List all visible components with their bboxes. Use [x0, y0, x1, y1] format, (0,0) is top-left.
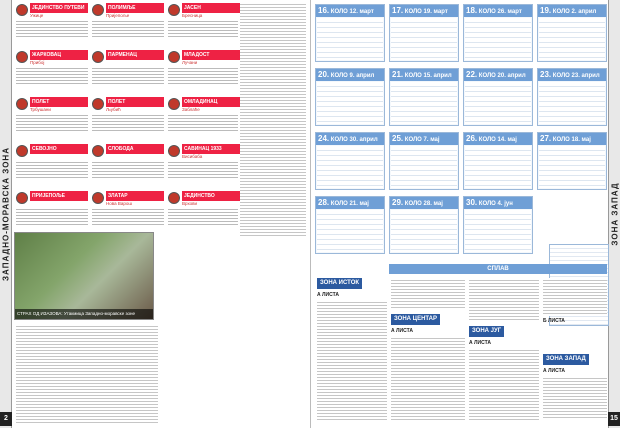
zone-zapad-intro	[543, 278, 607, 316]
club-city: Врхови	[182, 201, 198, 206]
zone-jug-intro	[469, 278, 539, 322]
fixture-round	[463, 68, 533, 126]
round-label: КОЛО	[404, 9, 422, 15]
fixture-round-header	[390, 197, 458, 209]
left-page-number: 2	[0, 412, 12, 426]
fixture-round	[537, 132, 607, 190]
article-text-bottom	[16, 324, 158, 424]
club-crest-icon	[16, 145, 28, 157]
clubs-column-3	[168, 2, 238, 237]
club-card	[168, 2, 238, 47]
fixture-round	[389, 196, 459, 254]
round-number: 16.	[318, 6, 330, 15]
club-city: Нова Варош	[106, 201, 132, 206]
club-info-text	[92, 19, 164, 37]
club-card	[92, 143, 164, 188]
zone-jug-heading: ЗОНА ЈУГ	[469, 326, 504, 337]
fixture-round-header	[390, 5, 458, 17]
round-label: КОЛО	[404, 201, 422, 207]
round-label: КОЛО	[330, 201, 348, 207]
zone-jug-text	[469, 348, 539, 420]
club-crest-icon	[92, 192, 104, 204]
fixture-round-header	[390, 69, 458, 81]
club-card	[92, 2, 164, 47]
fixture-round	[315, 196, 385, 254]
club-info-text	[168, 160, 238, 178]
fixture-round	[389, 68, 459, 126]
round-date: 21. мај	[349, 201, 369, 207]
round-number: 30.	[466, 198, 478, 207]
club-info-text	[16, 113, 88, 131]
round-label: КОЛО	[478, 9, 496, 15]
right-page-number: 15	[608, 412, 620, 426]
fixture-round	[315, 4, 385, 62]
fixture-round	[463, 196, 533, 254]
fixture-round-header	[464, 133, 532, 145]
club-info-text	[168, 19, 238, 37]
zone-istok-list: А ЛИСТА	[317, 292, 339, 298]
club-card	[16, 2, 88, 47]
fixture-rows	[539, 18, 605, 60]
club-card	[92, 96, 164, 141]
fixture-rows	[465, 146, 531, 188]
fixture-round	[389, 132, 459, 190]
zone-centar-text	[391, 336, 465, 420]
club-info-text	[16, 19, 88, 37]
club-name: СЕВОЈНО	[30, 144, 88, 154]
club-name: ЈЕДИНСТВО ПУТЕВИ	[30, 3, 88, 13]
club-city: Бресница	[182, 13, 203, 18]
match-photo	[14, 232, 154, 320]
club-city: Заблаће	[182, 107, 200, 112]
round-date: 12. март	[349, 9, 374, 15]
club-name: ЖАРКОВАЦ	[30, 50, 88, 60]
fixture-rows	[391, 82, 457, 124]
fixture-round-header	[390, 133, 458, 145]
round-label: КОЛО	[404, 137, 422, 143]
round-number: 25.	[392, 134, 404, 143]
club-name: ЈАСЕН	[182, 3, 240, 13]
fixture-round	[389, 4, 459, 62]
zone-zapad-list: А ЛИСТА	[543, 368, 565, 374]
round-label: КОЛО	[478, 73, 496, 79]
club-card	[168, 96, 238, 141]
round-number: 28.	[318, 198, 330, 207]
club-card	[168, 49, 238, 94]
club-crest-icon	[16, 98, 28, 110]
fixture-round-header	[538, 69, 606, 81]
round-number: 20.	[318, 70, 330, 79]
round-label: КОЛО	[552, 137, 570, 143]
round-date: 14. мај	[497, 137, 517, 143]
club-city: Прибој	[30, 60, 45, 65]
fixture-round-header	[316, 69, 384, 81]
club-crest-icon	[92, 51, 104, 63]
fixture-round-header	[464, 197, 532, 209]
round-date: 20. април	[497, 73, 526, 79]
club-crest-icon	[16, 51, 28, 63]
round-label: КОЛО	[478, 201, 496, 207]
club-card	[16, 49, 88, 94]
round-date: 18. мај	[571, 137, 591, 143]
round-number: 23.	[540, 70, 552, 79]
fixture-round-header	[316, 133, 384, 145]
club-card	[16, 143, 88, 188]
round-date: 26. март	[497, 9, 522, 15]
club-crest-icon	[92, 145, 104, 157]
round-number: 22.	[466, 70, 478, 79]
club-card	[16, 190, 88, 235]
club-name: ПОЛИМЉЕ	[106, 3, 164, 13]
club-name: ЈЕДИНСТВО	[182, 191, 240, 201]
round-number: 27.	[540, 134, 552, 143]
fixture-round-header	[538, 133, 606, 145]
zone-zapad-text	[543, 376, 607, 420]
section-banner: СПЛАВ	[389, 264, 607, 274]
club-crest-icon	[92, 98, 104, 110]
fixture-rows	[317, 18, 383, 60]
zone-centar-list: А ЛИСТА	[391, 328, 413, 334]
right-strip-title: ЗОНА ЗАПАД	[610, 182, 619, 246]
club-city: Лучани	[182, 60, 198, 65]
fixture-round-header	[316, 197, 384, 209]
fixture-rows	[539, 82, 605, 124]
round-date: 19. март	[423, 9, 448, 15]
fixture-rows	[391, 18, 457, 60]
fixture-round	[537, 4, 607, 62]
fixture-round-header	[538, 5, 606, 17]
left-side-strip	[0, 0, 12, 428]
round-date: 4. јун	[497, 201, 513, 207]
fixture-rows	[317, 82, 383, 124]
fixture-rows	[465, 82, 531, 124]
club-city: Љубић	[106, 107, 121, 112]
club-info-text	[92, 160, 164, 178]
round-label: КОЛО	[552, 9, 570, 15]
zone-istok-heading: ЗОНА ИСТОК	[317, 278, 362, 289]
fixture-round	[537, 68, 607, 126]
round-label: КОЛО	[404, 73, 422, 79]
club-name: ПРИЈЕПОЉЕ	[30, 191, 88, 201]
club-name: ПОЛЕТ	[30, 97, 88, 107]
round-number: 29.	[392, 198, 404, 207]
club-card	[168, 143, 238, 188]
round-date: 7. мај	[423, 137, 440, 143]
club-crest-icon	[168, 51, 180, 63]
club-name: МЛАДОСТ	[182, 50, 240, 60]
club-name: ПАРМЕНАЦ	[106, 50, 164, 60]
fixture-rows	[317, 146, 383, 188]
round-number: 19.	[540, 6, 552, 15]
zone-jug-list: А ЛИСТА	[469, 340, 491, 346]
fixture-rows	[465, 18, 531, 60]
b-list-label: Б ЛИСТА	[543, 318, 565, 324]
club-city: Пријепоље	[106, 13, 130, 18]
zone-istok-text	[317, 300, 387, 420]
club-city: Трбушани	[30, 107, 51, 112]
round-number: 21.	[392, 70, 404, 79]
round-label: КОЛО	[330, 73, 348, 79]
club-name: ЗЛАТАР	[106, 191, 164, 201]
round-date: 15. април	[423, 73, 452, 79]
club-info-text	[168, 66, 238, 84]
left-strip-title: ЗАПАДНО-МОРАВСКА ЗОНА	[1, 147, 10, 281]
club-crest-icon	[168, 98, 180, 110]
club-name: ОМЛАДИНАЦ	[182, 97, 240, 107]
fixture-round	[463, 4, 533, 62]
fixture-rows	[465, 210, 531, 252]
fixture-rows	[539, 146, 605, 188]
zone-centar-intro	[391, 278, 465, 310]
club-card	[168, 190, 238, 235]
club-card	[92, 190, 164, 235]
club-card	[92, 49, 164, 94]
round-label: КОЛО	[552, 73, 570, 79]
round-number: 18.	[466, 6, 478, 15]
round-date: 28. мај	[423, 201, 443, 207]
zone-centar-heading: ЗОНА ЦЕНТАР	[391, 314, 440, 325]
right-page	[310, 0, 620, 428]
club-info-text	[92, 66, 164, 84]
right-side-strip	[608, 0, 620, 428]
club-info-text	[16, 207, 88, 225]
photo-caption: СТРАХ ОД ИЗАЗОВА: Утакмица Западно-моравске зоне	[15, 309, 153, 319]
round-date: 9. април	[349, 73, 375, 79]
fixture-rows	[391, 146, 457, 188]
clubs-column-1	[16, 2, 88, 237]
round-date: 23. април	[571, 73, 600, 79]
round-number: 24.	[318, 134, 330, 143]
club-info-text	[16, 66, 88, 84]
club-crest-icon	[168, 4, 180, 16]
club-info-text	[168, 113, 238, 131]
club-name: ПОЛЕТ	[106, 97, 164, 107]
fixture-rows	[391, 210, 457, 252]
club-crest-icon	[92, 4, 104, 16]
fixture-rows	[317, 210, 383, 252]
round-number: 17.	[392, 6, 404, 15]
fixture-round	[315, 132, 385, 190]
article-text-right	[240, 2, 306, 238]
zone-zapad-heading: ЗОНА ЗАПАД	[543, 354, 589, 365]
club-city: Ужице	[30, 13, 44, 18]
clubs-column-2	[92, 2, 164, 237]
club-crest-icon	[16, 192, 28, 204]
round-number: 26.	[466, 134, 478, 143]
club-info-text	[16, 160, 88, 178]
round-label: КОЛО	[478, 137, 496, 143]
fixture-round-header	[464, 5, 532, 17]
club-city: Висибаба	[182, 154, 203, 159]
round-date: 30. април	[349, 137, 378, 143]
club-info-text	[92, 113, 164, 131]
round-label: КОЛО	[330, 137, 348, 143]
club-card	[16, 96, 88, 141]
club-crest-icon	[16, 4, 28, 16]
club-name: СЛОБОДА	[106, 144, 164, 154]
round-date: 2. април	[571, 9, 597, 15]
club-crest-icon	[168, 192, 180, 204]
club-info-text	[168, 207, 238, 225]
fixture-round	[463, 132, 533, 190]
club-crest-icon	[168, 145, 180, 157]
fixture-round-header	[316, 5, 384, 17]
fixture-round-header	[464, 69, 532, 81]
club-name: САВИНАЦ 1933	[182, 144, 240, 154]
fixture-round	[315, 68, 385, 126]
round-label: КОЛО	[330, 9, 348, 15]
club-info-text	[92, 207, 164, 225]
